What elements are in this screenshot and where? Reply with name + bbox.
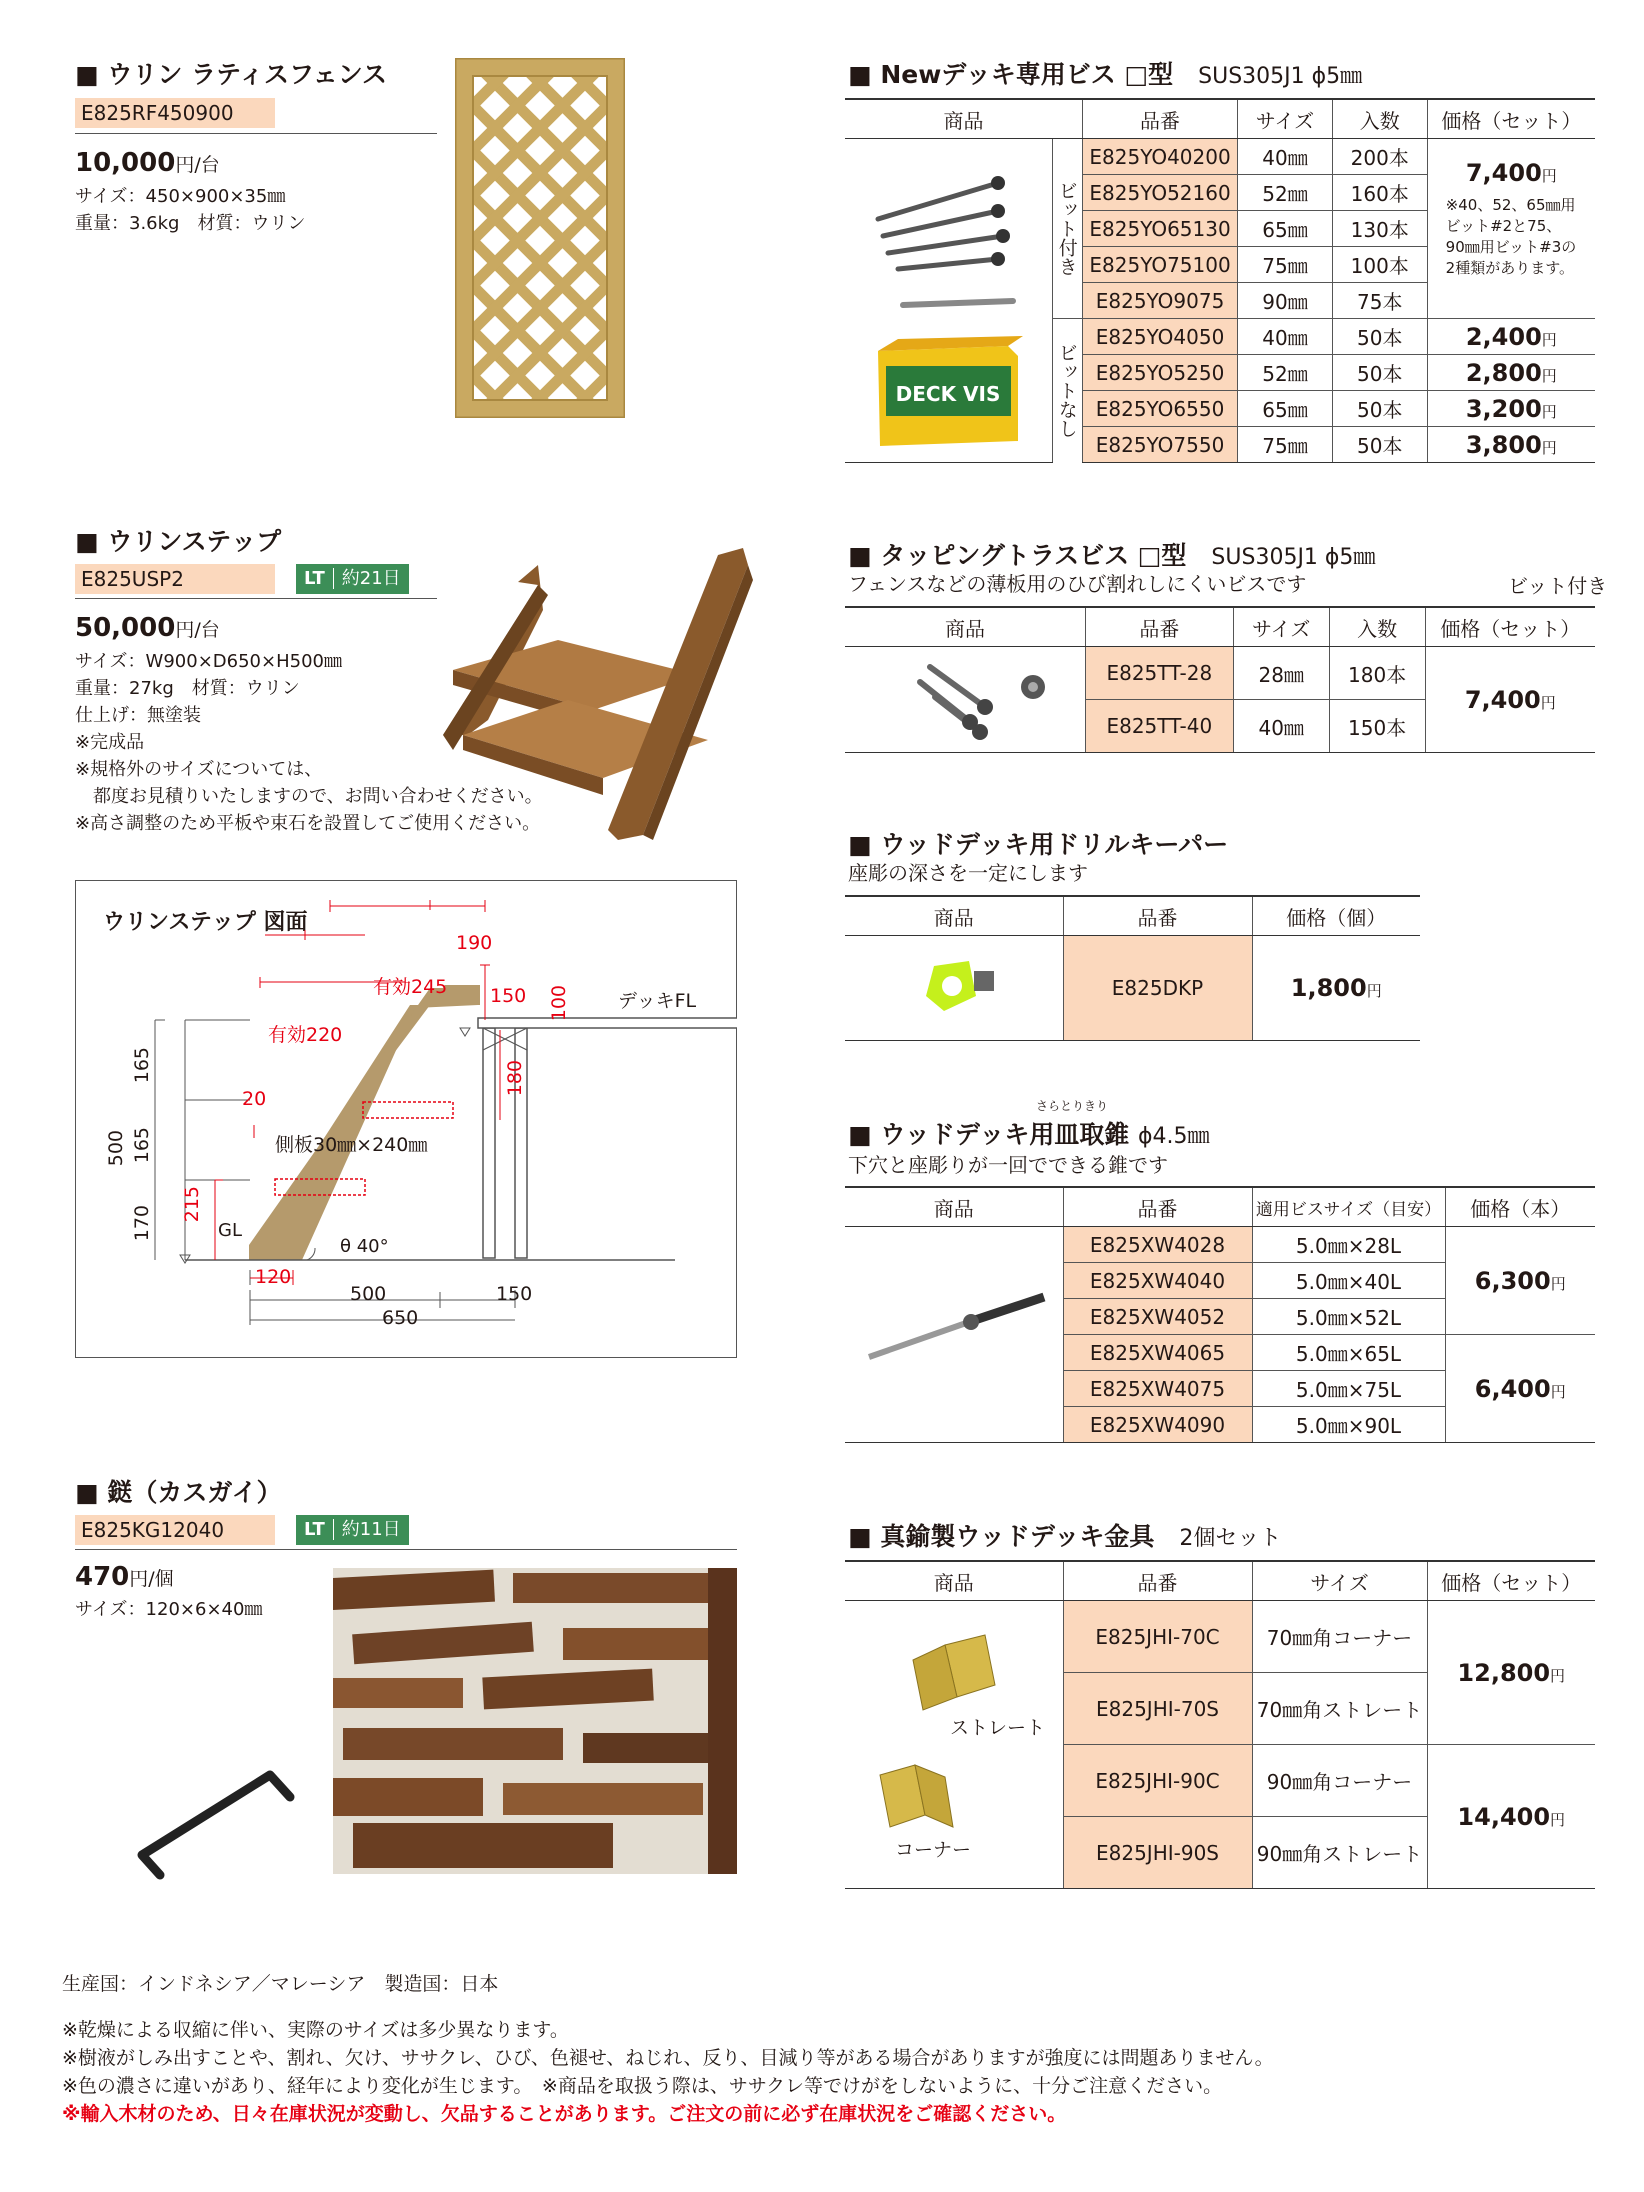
drill-row-size: 5.0㎜×75L — [1252, 1371, 1445, 1407]
col-screw-size: 適用ビスサイズ（目安） — [1252, 1187, 1445, 1227]
dim-150-top: 150 — [490, 985, 527, 1007]
keeper-image-cell — [845, 936, 1063, 1041]
straight-label: ストレート — [950, 1717, 1046, 1739]
tapping-row-code: E825TT-28 — [1085, 647, 1233, 700]
footer-note-4: ※輸入木材のため、日々在庫状況が変動し、欠品することがあります。ご注文の前に必ず在庫状況をご確認ください。 — [62, 2103, 1067, 2125]
tapping-note: ビット付き — [1508, 574, 1608, 598]
drill-row-code: E825XW4090 — [1063, 1407, 1252, 1443]
corner-label: コーナー — [895, 1839, 972, 1861]
lattice-price: 10,000円/台 — [75, 148, 220, 178]
brass-row-size: 90㎜角コーナー — [1252, 1745, 1427, 1817]
dim-190: 190 — [456, 932, 493, 954]
col-qty: 入数 — [1329, 607, 1425, 647]
col-product: 商品 — [845, 896, 1063, 936]
deck-installation-photo — [333, 1568, 737, 1874]
brass-title: ■ 真鍮製ウッドデッキ金具 2個セット — [848, 1522, 1282, 1551]
vis-row-qty: 200本 — [1332, 139, 1427, 175]
vis-row-qty: 50本 — [1332, 355, 1427, 391]
lattice-fence-image — [455, 58, 625, 418]
dim-170: 170 — [131, 1205, 153, 1242]
col-size: サイズ — [1233, 607, 1329, 647]
dim-150-bottom: 150 — [496, 1283, 533, 1305]
vis-table — [845, 98, 1595, 463]
lattice-code: E825RF450900 — [75, 98, 275, 128]
tapping-screws-image — [875, 647, 1055, 747]
drawing-title: ウリンステップ 図面 — [103, 910, 308, 935]
col-price: 価格（セット） — [1427, 1561, 1595, 1601]
brass-row-size: 90㎜角ストレート — [1252, 1817, 1427, 1889]
vis-product-image-cell — [845, 139, 1052, 463]
step-code: E825USP2 — [75, 564, 275, 594]
keeper-description: 座彫の深さを一定にします — [848, 861, 1088, 885]
step-price: 50,000円/台 — [75, 613, 220, 643]
vis-row-code: E825YO40200 — [1083, 139, 1238, 175]
vis-group-note: ※40、52、65㎜用 ビット#2と75、 90㎜用ビット#3の 2種類があります。 — [1445, 196, 1577, 277]
keeper-table — [845, 895, 1420, 1041]
lead-time-badge: LT 約21日 — [296, 564, 409, 594]
col-price: 価格（セット） — [1425, 607, 1595, 647]
drill-row-code: E825XW4052 — [1063, 1299, 1252, 1335]
lattice-spec: サイズ：450×900×35㎜ 重量：3.6kg 材質：ウリン — [75, 186, 306, 234]
col-code: 品番 — [1063, 1187, 1252, 1227]
col-qty: 入数 — [1332, 99, 1427, 139]
dim-100: 100 — [548, 985, 570, 1022]
vis-row-price: 2,800円 — [1427, 355, 1595, 391]
drill-row-size: 5.0㎜×90L — [1252, 1407, 1445, 1443]
divider — [75, 133, 437, 134]
vis-row-qty: 50本 — [1332, 427, 1427, 463]
drill-price-1: 6,300円 — [1445, 1227, 1595, 1335]
dim-245: 有効245 — [373, 976, 448, 998]
dim-650: 650 — [382, 1307, 419, 1329]
tapping-row-size: 28㎜ — [1233, 647, 1329, 700]
tapping-row-qty: 180本 — [1329, 647, 1425, 700]
drill-title: ■ ウッドデッキ用皿取錐 ϕ4.5㎜ — [848, 1120, 1210, 1149]
vis-row-code: E825YO52160 — [1083, 175, 1238, 211]
side-board-label: 側板30㎜×240㎜ — [275, 1134, 428, 1156]
gl-label: GL — [218, 1220, 242, 1241]
tapping-image-cell — [845, 647, 1085, 753]
dim-500-h: 500 — [350, 1283, 387, 1305]
kasugai-title: ■ 鎹（カスガイ） — [75, 1478, 282, 1507]
col-price: 価格（セット） — [1427, 99, 1595, 139]
drill-row-code: E825XW4075 — [1063, 1371, 1252, 1407]
group-without-bit: ビットなし — [1052, 319, 1083, 463]
brass-price-2: 14,400円 — [1427, 1745, 1595, 1889]
drill-row-size: 5.0㎜×28L — [1252, 1227, 1445, 1263]
vis-row-qty: 75本 — [1332, 283, 1427, 319]
drill-row-code: E825XW4065 — [1063, 1335, 1252, 1371]
dim-120: 120 — [255, 1266, 292, 1288]
col-code: 品番 — [1083, 99, 1238, 139]
drill-row-size: 5.0㎜×52L — [1252, 1299, 1445, 1335]
step-spec: サイズ：W900×D650×H500㎜ 重量：27kg 材質：ウリン 仕上げ：無塗装 ※完成品 ※規格外のサイズについては、 都度お見積りいたしますので、お問い合わせください。 ※高さ調整のため平板や束石を設置してご使用ください。 — [75, 651, 543, 834]
deck-fl-label: デッキFL — [618, 990, 697, 1012]
vis-row-qty: 160本 — [1332, 175, 1427, 211]
tapping-table — [845, 606, 1595, 753]
vis-row-size: 65㎜ — [1238, 211, 1333, 247]
tapping-row-code: E825TT-40 — [1085, 700, 1233, 753]
brass-table — [845, 1560, 1595, 1889]
col-code: 品番 — [1085, 607, 1233, 647]
brass-row-size: 70㎜角コーナー — [1252, 1601, 1427, 1673]
vis-title: ■ Newデッキ専用ビス □型 SUS305J1 ϕ5㎜ — [848, 60, 1363, 89]
dim-165-a: 165 — [131, 1047, 153, 1084]
dim-165-b: 165 — [131, 1127, 153, 1164]
drill-price-2: 6,400円 — [1445, 1335, 1595, 1443]
dim-20: 20 — [242, 1088, 267, 1110]
footer-note-1: ※乾燥による収縮に伴い、実際のサイズは多少異なります。 — [62, 2019, 569, 2041]
col-price: 価格（本） — [1445, 1187, 1595, 1227]
vis-row-price: 3,800円 — [1427, 427, 1595, 463]
col-size: サイズ — [1238, 99, 1333, 139]
vis-row-price: 3,200円 — [1427, 391, 1595, 427]
group-with-bit: ビット付き — [1052, 139, 1083, 319]
footer-note-3: ※色の濃さに違いがあり、経年により変化が生じます。 ※商品を取扱う際は、ササクレ等でけがをしないように、十分ご注意ください。 — [62, 2075, 1223, 2097]
divider — [75, 1549, 737, 1550]
vis-row-size: 40㎜ — [1238, 139, 1333, 175]
vis-row-qty: 50本 — [1332, 319, 1427, 355]
keeper-title: ■ ウッドデッキ用ドリルキーパー — [848, 830, 1229, 859]
keeper-price: 1,800円 — [1252, 936, 1420, 1041]
drill-row-code: E825XW4040 — [1063, 1263, 1252, 1299]
col-code: 品番 — [1063, 896, 1252, 936]
vis-row-code: E825YO5250 — [1083, 355, 1238, 391]
step-title: ■ ウリンステップ — [75, 527, 282, 556]
lead-time-badge: LT 約11日 — [296, 1515, 409, 1545]
vis-row-size: 75㎜ — [1238, 427, 1333, 463]
kasugai-code: E825KG12040 — [75, 1515, 275, 1545]
brass-row-code: E825JHI-70C — [1063, 1601, 1252, 1673]
vis-row-code: E825YO6550 — [1083, 391, 1238, 427]
drill-row-size: 5.0㎜×65L — [1252, 1335, 1445, 1371]
brass-row-size: 70㎜角ストレート — [1252, 1673, 1427, 1745]
vis-row-size: 90㎜ — [1238, 283, 1333, 319]
vis-row-qty: 100本 — [1332, 247, 1427, 283]
drill-keeper-image — [864, 941, 1044, 1031]
vis-row-size: 75㎜ — [1238, 247, 1333, 283]
vis-row-code: E825YO65130 — [1083, 211, 1238, 247]
keeper-code: E825DKP — [1063, 936, 1252, 1041]
step-drawing — [75, 880, 737, 1358]
col-product: 商品 — [845, 1561, 1063, 1601]
vis-row-size: 40㎜ — [1238, 319, 1333, 355]
vis-group-price: 7,400円 — [1465, 159, 1557, 187]
drill-table — [845, 1186, 1595, 1443]
col-product: 商品 — [845, 1187, 1063, 1227]
drill-row-code: E825XW4028 — [1063, 1227, 1252, 1263]
vis-group-price-cell — [1427, 139, 1595, 319]
drill-row-size: 5.0㎜×40L — [1252, 1263, 1445, 1299]
brass-image-cell — [845, 1601, 1063, 1889]
vis-row-qty: 130本 — [1332, 211, 1427, 247]
brass-row-code: E825JHI-90C — [1063, 1745, 1252, 1817]
vis-product-image — [858, 141, 1038, 461]
drill-bit-image — [849, 1267, 1059, 1397]
vis-row-code: E825YO7550 — [1083, 427, 1238, 463]
angle-label: θ 40° — [340, 1236, 389, 1257]
tapping-description: フェンスなどの薄板用のひび割れしにくいビスです — [848, 572, 1307, 596]
dim-220: 有効220 — [268, 1024, 343, 1046]
tapping-price: 7,400円 — [1425, 647, 1595, 753]
vis-row-code: E825YO9075 — [1083, 283, 1238, 319]
col-product: 商品 — [845, 607, 1085, 647]
col-code: 品番 — [1063, 1561, 1252, 1601]
dim-180: 180 — [504, 1060, 526, 1097]
brass-price-1: 12,800円 — [1427, 1601, 1595, 1745]
tapping-row-qty: 150本 — [1329, 700, 1425, 753]
col-price: 価格（個） — [1252, 896, 1420, 936]
deck-vis-box-text: DECK VIS — [895, 381, 1001, 406]
dim-215: 215 — [181, 1186, 203, 1223]
vis-row-qty: 50本 — [1332, 391, 1427, 427]
drill-description: 下穴と座彫りが一回でできる錐です — [848, 1153, 1168, 1177]
col-size: サイズ — [1252, 1561, 1427, 1601]
col-product: 商品 — [845, 99, 1083, 139]
drill-ruby: さらとりきり — [1036, 1099, 1109, 1113]
step-image — [428, 520, 763, 850]
dim-500-v: 500 — [105, 1130, 127, 1167]
origin-text: 生産国：インドネシア／マレーシア 製造国：日本 — [62, 1973, 499, 1995]
tapping-title: ■ タッピングトラスビス □型 SUS305J1 ϕ5㎜ — [848, 541, 1376, 570]
vis-row-code: E825YO75100 — [1083, 247, 1238, 283]
brass-row-code: E825JHI-70S — [1063, 1673, 1252, 1745]
vis-row-size: 65㎜ — [1238, 391, 1333, 427]
kasugai-price: 470円/個 — [75, 1562, 174, 1592]
kasugai-spec: サイズ：120×6×40㎜ — [75, 1599, 263, 1620]
kasugai-staple-image — [130, 1755, 310, 1895]
drill-image-cell — [845, 1227, 1063, 1443]
vis-row-size: 52㎜ — [1238, 175, 1333, 211]
tapping-row-size: 40㎜ — [1233, 700, 1329, 753]
lattice-title: ■ ウリン ラティスフェンス — [75, 60, 388, 89]
divider — [75, 598, 437, 599]
vis-row-size: 52㎜ — [1238, 355, 1333, 391]
vis-row-price: 2,400円 — [1427, 319, 1595, 355]
vis-row-code: E825YO4050 — [1083, 319, 1238, 355]
brass-row-code: E825JHI-90S — [1063, 1817, 1252, 1889]
footer-note-2: ※樹液がしみ出すことや、割れ、欠け、ササクレ、ひび、色褪せ、ねじれ、反り、目減り等がある場合がありますが強度には問題ありません。 — [62, 2047, 1274, 2069]
